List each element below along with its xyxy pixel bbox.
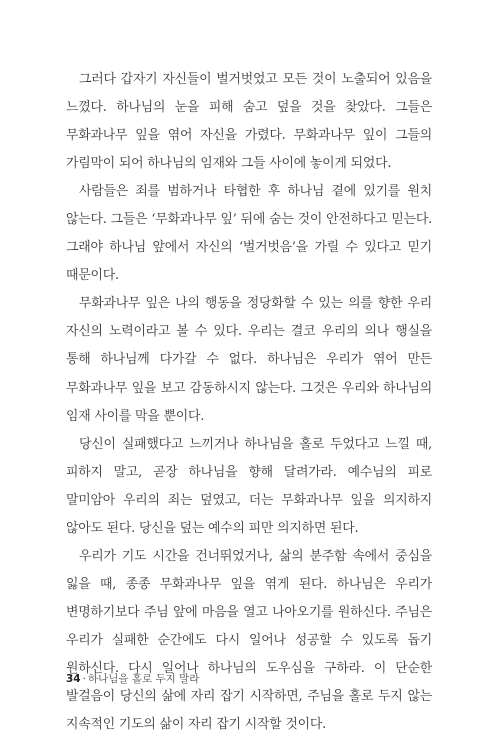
paragraph: 무화과나무 잎은 나의 행동을 정당화할 수 있는 의를 향한 우리 자신의 노력이라고 볼 수 있다. 우리는 결코 우리의 의나 행실을 통해 하나님께 다가갈 수 없다. 하나님은 우리가 엮어 만든 무화과나무 잎을 보고 감동하시지 않는다. 그것은 우리와 하나님의 임재 사이를 막을 뿐이다. <box>66 296 432 424</box>
page-number: 34 <box>66 673 81 685</box>
page-footer <box>66 671 199 686</box>
body-text <box>66 66 432 739</box>
book-title: 하나님을 홀로 두지 말라 <box>87 673 200 685</box>
paragraph: 당신이 실패했다고 느끼거나 하나님을 홀로 두었다고 느낄 때, 피하지 말고, 곧장 하나님을 향해 달려가라. 예수님의 피로 말미암아 우리의 죄는 덮였고, 더는 무화과나무 잎을 의지하지 않아도 된다. 당신을 덮는 예수의 피만 의지하면 된다. <box>66 436 432 536</box>
footer-separator: · <box>82 673 86 685</box>
paragraph: 그러다 갑자기 자신들이 벌거벗었고 모든 것이 노출되어 있음을 느꼈다. 하나님의 눈을 피해 숨고 덮을 것을 찾았다. 그들은 무화과나무 잎을 엮어 자신을 가렸다. 무화과나무 잎이 그들의 가림막이 되어 하나님의 임재와 그들 사이에 놓이게 되었다. <box>66 72 432 172</box>
paragraph: 우리가 기도 시간을 건너뛰었거나, 삶의 분주함 속에서 중심을 잃을 때, 종종 무화과나무 잎을 엮게 된다. 하나님은 우리가 변명하기보다 주님 앞에 마음을 열고 나아오기를 원하신다. 주님은 우리가 실패한 순간에도 다시 일어나 성공할 수 있도록 돕기 원하신다. 다시 일어나 하나님의 도우심을 구하라. 이 단순한 발걸음이 당신의 삶에 자리 잡기 시작하면, 주님을 홀로 두지 않는 지속적인 기도의 삶이 자리 잡기 시작할 것이다. <box>66 548 432 733</box>
paragraph: 사람들은 죄를 범하거나 타협한 후 하나님 곁에 있기를 원치 않는다. 그들은 ‘무화과나무 잎’ 뒤에 숨는 것이 안전하다고 믿는다. 그래야 하나님 앞에서 자신의 ‘벌거벗음’을 가릴 수 있다고 믿기 때문이다. <box>66 184 432 284</box>
